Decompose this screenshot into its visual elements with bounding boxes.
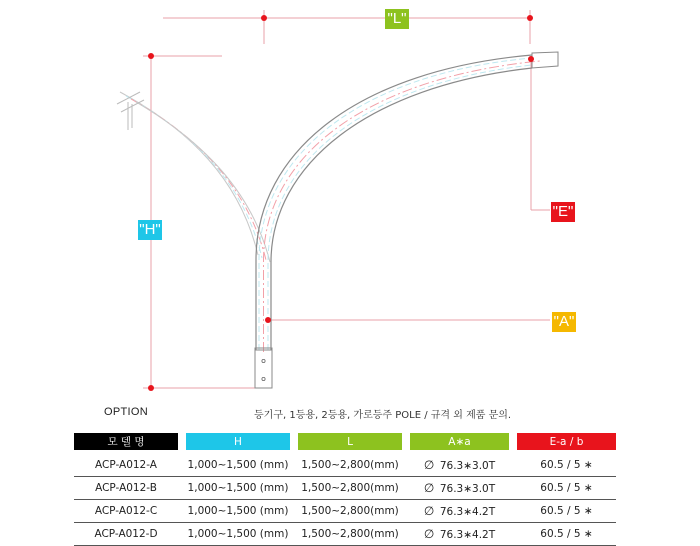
dim-point — [148, 53, 154, 59]
cell-model: ACP-A012-A — [74, 450, 178, 477]
dimension-label-a: "A" — [553, 313, 575, 330]
cell-h: 1,000~1,500 (mm) — [186, 477, 290, 500]
cell-ea: 60.5 / 5 ∗ — [517, 523, 616, 546]
table-row — [74, 523, 616, 546]
cell-ea: 60.5 / 5 ∗ — [517, 477, 616, 500]
cell-h: 1,000~1,500 (mm) — [186, 523, 290, 546]
cell-l: 1,500~2,800(mm) — [298, 450, 402, 477]
header-l: L — [298, 433, 402, 450]
header-h: H — [186, 433, 290, 450]
curved-arm — [255, 52, 558, 388]
dimension-label-e: "E" — [552, 203, 574, 220]
cell-model: ACP-A012-C — [74, 500, 178, 523]
cell-l: 1,500~2,800(mm) — [298, 477, 402, 500]
header-ea: E-a / b — [517, 433, 616, 450]
arm-dash-line-inner — [268, 65, 532, 350]
dimension-points — [148, 15, 534, 391]
cell-aa: ∅ 76.3∗3.0T — [410, 477, 509, 500]
arm-inner-edge — [271, 68, 532, 350]
cell-ea: 60.5 / 5 ∗ — [517, 500, 616, 523]
arm-bottom-sleeve — [255, 348, 272, 388]
header-aa: A∗a — [410, 433, 509, 450]
diameter-icon: ∅ — [423, 504, 435, 518]
arm-end-spigot — [532, 52, 558, 68]
cell-aa: ∅ 76.3∗4.2T — [410, 500, 509, 523]
cell-l: 1,500~2,800(mm) — [298, 500, 402, 523]
dim-point — [148, 385, 154, 391]
cell-ea: 60.5 / 5 ∗ — [517, 450, 616, 477]
arm-center-line — [264, 61, 541, 352]
option-text: 등기구, 1등용, 2등용, 가로등주 POLE / 규격 외 제품 문의. — [254, 410, 512, 421]
table-row — [74, 500, 616, 523]
table-row — [74, 477, 616, 500]
cell-aa: ∅ 76.3∗3.0T — [410, 450, 509, 477]
diameter-icon: ∅ — [423, 481, 435, 495]
option-row — [74, 400, 608, 426]
dimension-lines — [143, 10, 550, 388]
cell-model: ACP-A012-B — [74, 477, 178, 500]
diameter-icon: ∅ — [423, 458, 435, 472]
table-row — [74, 450, 616, 477]
header-model: 모 델 명 — [74, 433, 178, 450]
dim-point — [261, 15, 267, 21]
option-label: OPTION — [104, 406, 148, 418]
dimension-label-l: "L" — [385, 9, 409, 29]
spec-table — [74, 433, 616, 546]
arm-outer-edge — [256, 55, 532, 350]
cell-l: 1,500~2,800(mm) — [298, 523, 402, 546]
table-header-row — [74, 433, 616, 450]
dim-point — [527, 15, 533, 21]
dimension-label-h: "H" — [139, 221, 161, 238]
cell-model: ACP-A012-D — [74, 523, 178, 546]
dim-point — [528, 56, 534, 62]
cell-aa: ∅ 76.3∗4.2T — [410, 523, 509, 546]
cell-h: 1,000~1,500 (mm) — [186, 500, 290, 523]
diameter-icon: ∅ — [423, 527, 435, 541]
dim-point — [265, 317, 271, 323]
arm-dash-line — [259, 58, 532, 350]
cell-h: 1,000~1,500 (mm) — [186, 450, 290, 477]
